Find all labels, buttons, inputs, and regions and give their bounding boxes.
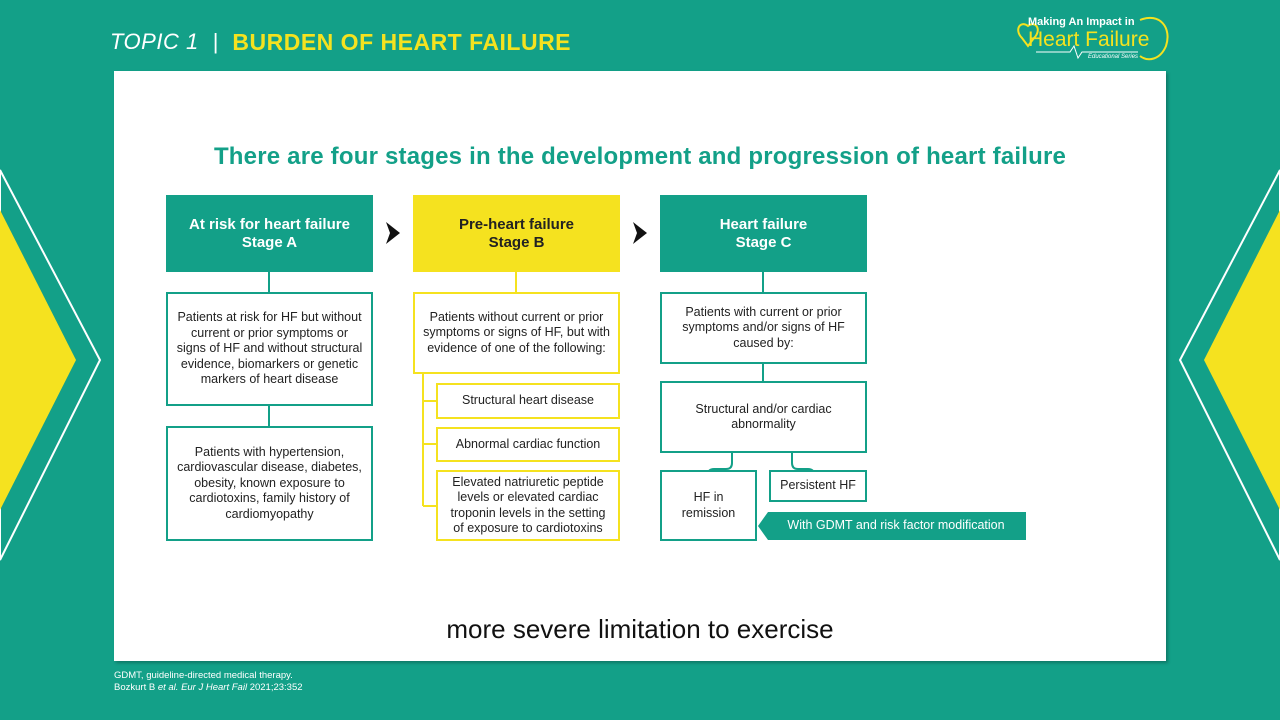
stage-b-description: Patients without current or prior symptoms or signs of HF, but with evidence of one of the following: xyxy=(413,292,620,374)
slide-panel xyxy=(114,71,1166,661)
modification-arrow-label: With GDMT and risk factor modification xyxy=(787,518,1005,533)
subtitle-caption: more severe limitation to exercise xyxy=(446,614,834,644)
footnote xyxy=(114,670,303,693)
hf-in-remission: HF in remission xyxy=(660,470,757,541)
persistent-hf: Persistent HF xyxy=(769,470,867,502)
arrow-b-to-c xyxy=(633,222,647,244)
logo-line-1: Making An Impact in xyxy=(1028,16,1135,28)
stage-b-item-abnormal-function: Abnormal cardiac function xyxy=(436,427,620,462)
topic-header xyxy=(110,28,571,56)
stage-b-item-structural: Structural heart disease xyxy=(436,383,620,419)
stage-a-header: At risk for heart failure Stage A xyxy=(166,195,373,272)
stage-b-header: Pre-heart failure Stage B xyxy=(413,195,620,272)
slide-headline: There are four stages in the development and progression of heart failure xyxy=(213,143,1067,170)
series-logo xyxy=(1010,8,1175,68)
stage-c-description: Patients with current or prior symptoms and/or signs of HF caused by: xyxy=(660,292,867,364)
stage-a-examples: Patients with hypertension, cardiovascular disease, diabetes, obesity, known exposure to cardiotoxins, family history of cardiomyopathy xyxy=(166,426,373,541)
stage-a-description: Patients at risk for HF but without current or prior symptoms or signs of HF and without structural evidence, biomarkers or genetic markers of heart disease xyxy=(166,292,373,406)
ref-journal: et al. Eur J Heart Fail xyxy=(157,681,248,693)
topic-title: BURDEN OF HEART FAILURE xyxy=(232,28,572,55)
arrow-a-to-b xyxy=(386,222,400,244)
logo-line-3: Educational Series xyxy=(1088,54,1139,60)
footnote-reference xyxy=(114,682,303,694)
topic-label: TOPIC 1 xyxy=(110,29,199,54)
stage-c-cause: Structural and/or cardiac abnormality xyxy=(660,381,867,453)
stage-c-header: Heart failure Stage C xyxy=(660,195,867,272)
logo-line-2: Heart Failure xyxy=(1028,28,1150,51)
ref-author: Bozkurt B xyxy=(114,681,158,693)
topic-separator: | xyxy=(212,29,219,54)
stage-b-item-biomarkers: Elevated natriuretic peptide levels or elevated cardiac troponin levels in the setting of exposure to cardiotoxins xyxy=(436,470,620,541)
footnote-abbreviation: GDMT, guideline-directed medical therapy. xyxy=(114,670,293,681)
ref-volume: 2021;23:352 xyxy=(247,681,303,693)
